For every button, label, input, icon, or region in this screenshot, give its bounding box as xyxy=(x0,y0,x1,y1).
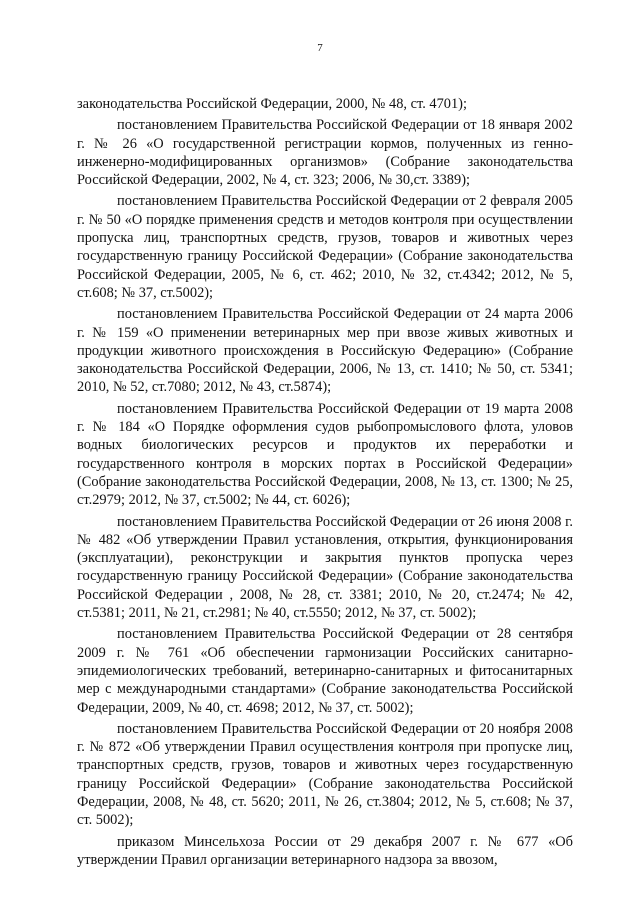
paragraph: постановлением Правительства Российской Федерации от 26 июня 2008 г. № 482 «Об утверждении Правил установления, открытия, функционирования (эксплуатации), реконструкции и закрытия пунктов пропуска через государственную границу Российской Федерации» (Собрание законодательства Российской Федерации , 2008, № 28, ст. 3381; 2010, № 20, ст.2474; № 42, ст.5381; 2011, № 21, ст.2981; № 40, ст.5550; 2012, № 37, ст. 5002); xyxy=(77,513,573,622)
document-body xyxy=(77,95,573,872)
paragraph-continued: законодательства Российской Федерации, 2000, № 48, ст. 4701); xyxy=(77,96,467,112)
paragraph: приказом Минсельхоза России от 29 декабря 2007 г. № 677 «Об утверждении Правил организации ветеринарного надзора за ввозом, xyxy=(77,833,573,868)
paragraph: постановлением Правительства Российской Федерации от 19 марта 2008 г. № 184 «О Порядке оформления судов рыбопромыслового флота, уловов водных биологических ресурсов и продуктов их переработки и государственного контроля в морских портах в Российской Федерации» (Собрание законодательства Российской Федерации, 2008, № 13, ст. 1300; № 25, ст.2979; 2012, № 37, ст.5002; № 44, ст. 6026); xyxy=(77,400,573,509)
paragraph: постановлением Правительства Российской Федерации от 2 февраля 2005 г. № 50 «О порядке применения средств и методов контроля при осуществлении пропуска лиц, транспортных средств, грузов, товаров и животных через государственную границу Российской Федерации» (Собрание законодательства Российской Федерации, 2005, № 6, ст. 462; 2010, № 32, ст.4342; 2012, № 5, ст.608; № 37, ст.5002); xyxy=(77,193,573,301)
page-number: 7 xyxy=(317,42,323,54)
paragraph: постановлением Правительства Российской Федерации от 28 сентября 2009 г. № 761 «Об обеспечении гармонизации Российских санитарно-эпидемиологических требований, ветеринарно-санитарных и фитосанитарных мер с международными стандартами» (Собрание законодательства Российской Федерации, 2009, № 40, ст. 4698; 2012, № 37, ст. 5002); xyxy=(77,626,573,716)
paragraph: постановлением Правительства Российской Федерации от 20 ноября 2008 г. № 872 «Об утверждении Правил осуществления контроля при пропуске лиц, транспортных средств, грузов, товаров и животных через государственную границу Российской Федерации» (Собрание законодательства Российской Федерации, 2008, № 48, ст. 5620; 2011, № 26, ст.3804; 2012, № 5, ст.608; № 37, ст. 5002); xyxy=(77,720,573,829)
paragraph: постановлением Правительства Российской Федерации от 24 марта 2006 г. № 159 «О применении ветеринарных мер при ввозе живых животных и продукции животного происхождения в Российскую Федерацию» (Собрание законодательства Российской Федерации, 2006, № 13, ст. 1410; № 50, ст. 5341; 2010, № 52, ст.7080; 2012, № 43, ст.5874); xyxy=(77,306,573,396)
paragraph: постановлением Правительства Российской Федерации от 18 января 2002 г. № 26 «О государственной регистрации кормов, полученных из генно-инженерно-модифицированных организмов» (Собрание законодательства Российской Федерации, 2002, № 4, ст. 323; 2006, № 30,ст. 3389); xyxy=(77,117,573,189)
